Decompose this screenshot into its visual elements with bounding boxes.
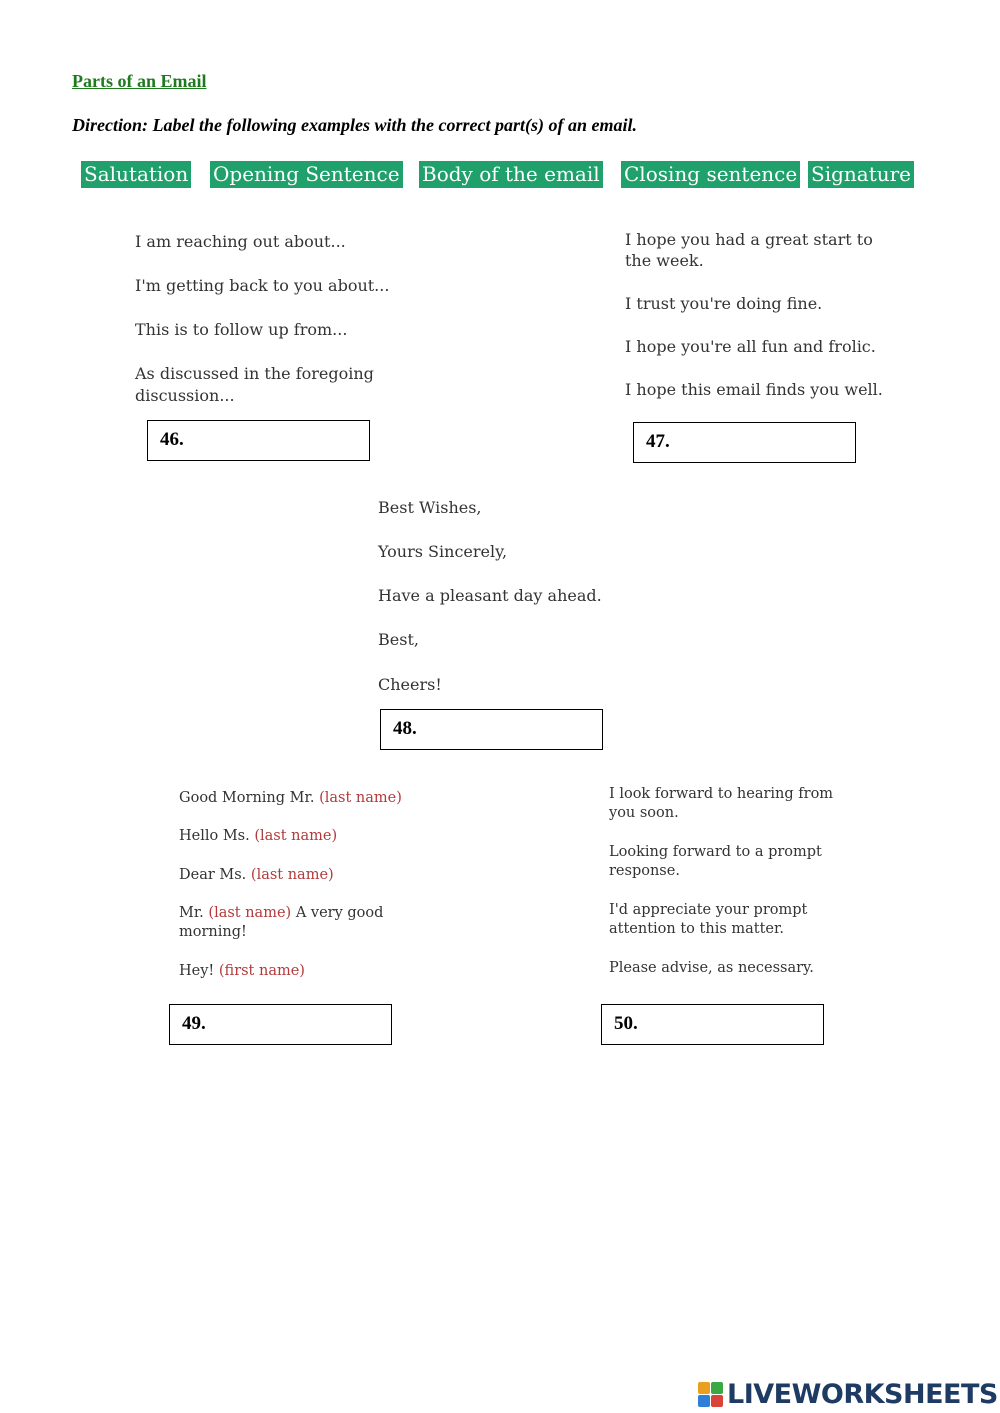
example-48-line-1: Best Wishes, — [378, 498, 482, 517]
example-48-line-2: Yours Sincerely, — [378, 542, 508, 561]
example-49-line-6-placeholder: (first name) — [218, 963, 305, 979]
example-48-line-5: Cheers! — [378, 675, 442, 694]
example-49-line-3 — [179, 866, 334, 885]
brand-name: LIVEWORKSHEETS — [727, 1378, 998, 1410]
example-46-line-4: As discussed in the foregoing — [135, 364, 374, 383]
answer-number-49: 49. — [182, 1013, 206, 1034]
tag-closing-sentence[interactable]: Closing sentence — [621, 161, 800, 188]
example-46-line-5: discussion... — [135, 386, 235, 405]
example-49-line-1 — [179, 789, 402, 808]
tag-opening-sentence[interactable]: Opening Sentence — [210, 161, 403, 188]
example-49-line-2-text: Hello Ms. — [179, 828, 250, 844]
example-50-line-4: response. — [609, 863, 680, 879]
answer-box-50[interactable] — [601, 1004, 824, 1045]
example-49-line-3-placeholder: (last name) — [250, 867, 334, 883]
example-49-line-6 — [179, 962, 305, 981]
example-49-line-4-rest: A very good — [295, 905, 384, 921]
example-46-line-1: I am reaching out about... — [135, 232, 346, 251]
example-49-line-2-placeholder: (last name) — [254, 828, 338, 844]
example-46-line-3: This is to follow up from... — [135, 320, 348, 339]
example-50-line-1: I look forward to hearing from — [609, 786, 834, 802]
example-50-line-7: Please advise, as necessary. — [609, 960, 814, 976]
example-49-line-4 — [179, 904, 383, 923]
example-46-line-2: I'm getting back to you about... — [135, 276, 390, 295]
example-48-line-4: Best, — [378, 630, 419, 649]
page-title: Parts of an Email — [72, 71, 207, 91]
example-47-line-2: the week. — [625, 251, 704, 270]
example-47-line-3: I trust you're doing fine. — [625, 294, 823, 313]
example-49-line-6-text: Hey! — [179, 963, 215, 979]
tag-salutation[interactable]: Salutation — [81, 161, 191, 188]
example-49-line-2 — [179, 827, 337, 846]
example-49-line-4-placeholder: (last name) — [208, 905, 292, 921]
example-49-line-1-text: Good Morning Mr. — [179, 790, 315, 806]
example-48-line-3: Have a pleasant day ahead. — [378, 586, 602, 605]
example-50-line-3: Looking forward to a prompt — [609, 844, 822, 860]
example-47-line-1: I hope you had a great start to — [625, 230, 873, 249]
answer-box-47[interactable] — [633, 422, 856, 463]
answer-number-50: 50. — [614, 1013, 638, 1034]
example-49-line-3-text: Dear Ms. — [179, 867, 247, 883]
example-47-line-4: I hope you're all fun and frolic. — [625, 337, 876, 356]
example-49-line-5: morning! — [179, 924, 247, 940]
example-49-line-1-placeholder: (last name) — [319, 790, 402, 806]
tag-body-of-email[interactable]: Body of the email — [419, 161, 603, 188]
example-50-line-5: I'd appreciate your prompt — [609, 902, 808, 918]
answer-number-47: 47. — [646, 431, 670, 452]
example-47-line-5: I hope this email finds you well. — [625, 380, 883, 399]
brand-squares-icon — [698, 1382, 723, 1407]
example-50-line-2: you soon. — [609, 805, 679, 821]
tag-signature[interactable]: Signature — [808, 161, 914, 188]
answer-box-46[interactable] — [147, 420, 370, 461]
example-50-line-6: attention to this matter. — [609, 921, 784, 937]
answer-number-48: 48. — [393, 718, 417, 739]
example-49-line-4-text: Mr. — [179, 905, 204, 921]
liveworksheets-logo — [698, 1378, 998, 1410]
answer-number-46: 46. — [160, 429, 184, 450]
direction-text: Direction: Label the following examples with the correct part(s) of an email. — [72, 115, 637, 135]
answer-box-49[interactable] — [169, 1004, 392, 1045]
answer-box-48[interactable] — [380, 709, 603, 750]
